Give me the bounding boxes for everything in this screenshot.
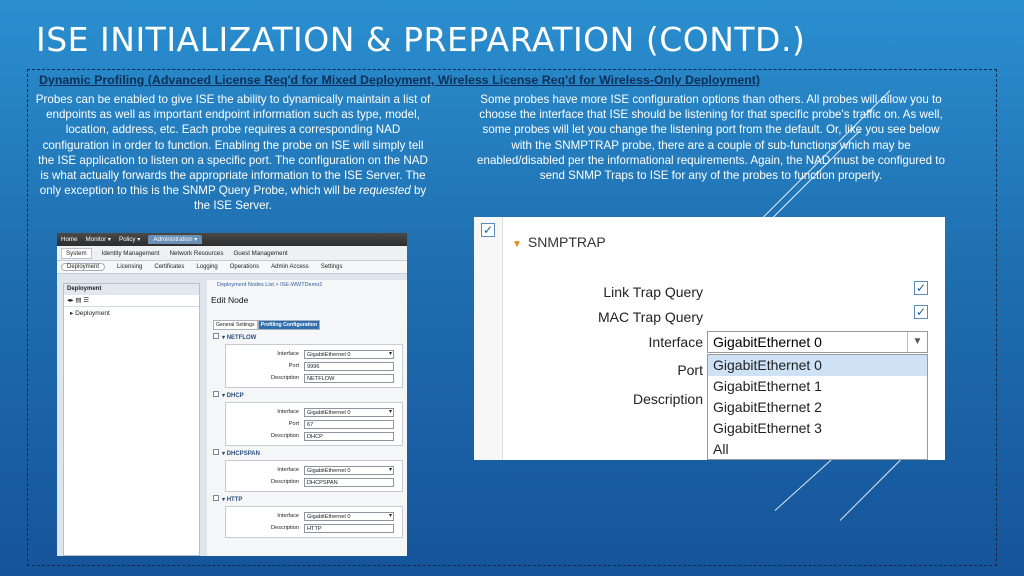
port-input[interactable]: 67: [304, 420, 394, 429]
tab-network-resources[interactable]: Network Resources: [169, 249, 224, 257]
left-paragraph: [34, 92, 432, 214]
port-label: Port: [288, 363, 299, 369]
deployment-pane: [63, 283, 200, 556]
interface-select[interactable]: GigabitEthernet 0 ▾: [304, 408, 394, 417]
dropdown-option[interactable]: GigabitEthernet 0: [708, 355, 927, 376]
tab-system[interactable]: System: [61, 248, 92, 259]
port-input[interactable]: 9996: [304, 362, 394, 371]
snmptrap-screenshot: [474, 217, 945, 460]
tree-item-deployment[interactable]: ▸ Deployment: [70, 310, 110, 317]
probe-dhcp: ▾ DHCP Interface GigabitEthernet 0 ▾ Port 67 Description DHCP: [213, 391, 407, 446]
snmptrap-enable-checkbox[interactable]: ✓: [482, 223, 494, 237]
mac-trap-query-label: MAC Trap Query: [597, 309, 703, 325]
interface-label: Interface: [648, 334, 703, 350]
dropdown-option[interactable]: GigabitEthernet 2: [713, 399, 822, 415]
ise-top-menu: [57, 233, 407, 246]
description-label: Description: [271, 479, 299, 485]
left-paragraph-text-b: by the ISE Server.: [194, 184, 427, 213]
description-label: Description: [632, 391, 703, 407]
subtab-operations[interactable]: Operations: [229, 264, 260, 270]
probe-name: DHCP: [226, 393, 244, 399]
interface-select[interactable]: GigabitEthernet 0 ▾: [304, 466, 394, 475]
section-subheading: Dynamic Profiling (Advanced License Req'd for Mixed Deployment, Wireless License Req'd for Wireless-Only Deployment): [39, 73, 761, 87]
tab-guest-management[interactable]: Guest Management: [233, 249, 288, 257]
probe-checkbox[interactable]: [213, 495, 219, 501]
interface-label: Interface: [277, 351, 299, 357]
menu-policy[interactable]: Policy ▾: [118, 236, 141, 243]
interface-select[interactable]: GigabitEthernet 0 ▾: [304, 350, 394, 359]
probe-netflow: ▾ NETFLOW Interface GigabitEthernet 0 ▾ Port 9996 Description NETFLOW: [213, 333, 407, 388]
dropdown-option[interactable]: All: [713, 441, 729, 457]
description-input[interactable]: HTTP: [304, 524, 394, 533]
probe-checkbox[interactable]: [213, 391, 219, 397]
description-label: Description: [271, 375, 299, 381]
description-input[interactable]: DHCPSPAN: [304, 478, 394, 487]
link-trap-query-label: Link Trap Query: [603, 284, 703, 300]
checkbox-strip: [474, 217, 503, 460]
probe-name: DHCPSPAN: [226, 451, 260, 457]
subtab-certificates[interactable]: Certificates: [154, 264, 185, 270]
subtab-logging[interactable]: Logging: [196, 264, 218, 270]
dropdown-option[interactable]: GigabitEthernet 3: [713, 420, 822, 436]
interface-label: Interface: [277, 409, 299, 415]
snmptrap-title: SNMPTRAP: [527, 234, 606, 250]
edit-node-pane: [207, 280, 407, 556]
left-paragraph-text-a: Probes can be enabled to give ISE the ability to dynamically maintain a list of endpoints as well as important endpoint information such as type, model, location, address, etc. Each probe requires a corresponding NAD configuration in order to function. Enabling the probe on ISE will simply tell the ISE application to listen on a specific port. The configuration on the NAD is what actually forwards the appropriate information to the ISE Server. The only exception to this is the SNMP Query Probe, which will be: [35, 93, 431, 198]
toolbar-icons[interactable]: ◂▸ ▤ ☰: [67, 297, 90, 304]
right-paragraph: Some probes have more ISE configuration options than others. All probes will allow you to choose the interface that ISE should be listening for that specific probe's traffic on. As well, some probes will let you change the listening port from the default. Or, like you see below with the SNMPTRAP probe, there are a couple of sub-functions which may be enabled/disabled per the informational requirements. Again, the NAD must be configured to send SNMP Traps to ISE for any of the probes to function properly.: [477, 93, 945, 183]
description-input[interactable]: NETFLOW: [304, 374, 394, 383]
collapse-triangle-icon: ▼: [512, 239, 522, 250]
tab-identity-management[interactable]: Identity Management: [101, 249, 160, 257]
description-label: Description: [271, 525, 299, 531]
probe-checkbox[interactable]: [213, 449, 219, 455]
subtab-settings[interactable]: Settings: [320, 264, 343, 270]
chevron-down-icon[interactable]: ▼: [907, 332, 927, 352]
config-tabs: [213, 320, 407, 330]
menu-monitor[interactable]: Monitor ▾: [85, 236, 111, 243]
description-input[interactable]: DHCP: [304, 432, 394, 441]
tree-item-label: Deployment: [75, 310, 110, 317]
ise-subtabs: [57, 261, 407, 274]
link-trap-query-checkbox[interactable]: ✓: [915, 281, 927, 295]
tab-profiling-configuration[interactable]: Profiling Configuration: [258, 320, 320, 330]
probe-name: HTTP: [226, 497, 243, 503]
left-paragraph-emphasis: requested: [359, 184, 411, 198]
subtab-deployment[interactable]: Deployment: [61, 263, 105, 271]
page-title: Edit Node: [211, 295, 249, 305]
ise-screenshot: [57, 233, 407, 556]
breadcrumb[interactable]: Deployment Nodes List > ISE-WWTDemo2: [217, 282, 323, 288]
snmptrap-section-header[interactable]: [512, 234, 606, 250]
ise-tabs: [57, 246, 407, 261]
dropdown-option[interactable]: GigabitEthernet 1: [713, 378, 822, 394]
tab-general-settings[interactable]: General Settings: [213, 320, 258, 330]
interface-select[interactable]: [707, 331, 928, 353]
deployment-pane-title: Deployment: [64, 284, 199, 295]
probe-name: NETFLOW: [226, 335, 257, 341]
interface-label: Interface: [277, 467, 299, 473]
slide-title: ISE INITIALIZATION & PREPARATION (CONTD.): [36, 20, 806, 59]
interface-dropdown-list: [707, 354, 928, 460]
probe-http: ▾ HTTP Interface GigabitEthernet 0 ▾ Description HTTP: [213, 495, 407, 538]
interface-label: Interface: [277, 513, 299, 519]
menu-administration[interactable]: Administration ▾: [148, 235, 202, 244]
pane-toolbar: [64, 295, 199, 307]
menu-home[interactable]: Home: [61, 236, 78, 243]
description-label: Description: [271, 433, 299, 439]
subtab-licensing[interactable]: Licensing: [117, 264, 143, 270]
port-label: Port: [288, 421, 299, 427]
probe-dhcpspan: ▾ DHCPSPAN Interface GigabitEthernet 0 ▾ Description DHCPSPAN: [213, 449, 407, 492]
mac-trap-query-checkbox[interactable]: ✓: [915, 305, 927, 319]
port-label: Port: [677, 362, 703, 378]
probe-checkbox[interactable]: [213, 333, 219, 339]
interface-select[interactable]: GigabitEthernet 0 ▾: [304, 512, 394, 521]
interface-select-value: GigabitEthernet 0: [713, 334, 822, 350]
subtab-admin-access[interactable]: Admin Access: [271, 264, 309, 270]
